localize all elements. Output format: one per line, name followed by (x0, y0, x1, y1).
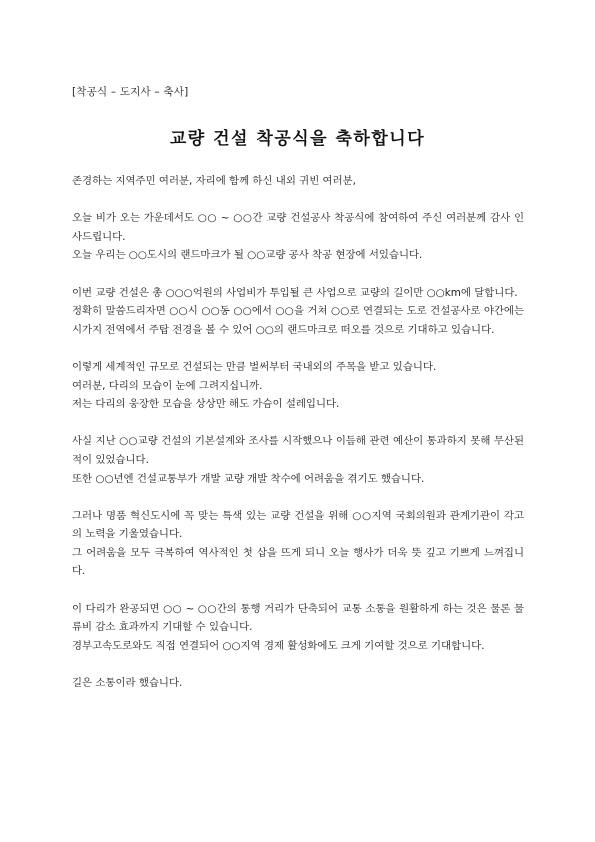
body-paragraph: 또한 ○○년엔 건설교통부가 개발 교량 개발 착수에 어려움을 겪기도 했습니다. (72, 472, 425, 485)
paragraph-spacer (72, 414, 524, 433)
body-paragraph: 정확히 말씀드리자면 ○○시 ○○동 ○○에서 ○○을 거쳐 ○○로 연결되는 도로 건설공사로 야간에는 시가지 전역에서 주탑 전경을 볼 수 있어 ○○의 랜드마크로 떠오를 것으로 기대하고 있습니다. (72, 305, 524, 336)
body-paragraph: 사실 지난 ○○교량 건설의 기본설계와 조사를 시작했으나 이듬해 관련 예산이 통과하지 못해 무산된 적이 있었습니다. (72, 435, 524, 466)
body-paragraph: 오늘 비가 오는 가운데서도 ○○ ~ ○○간 교량 건설공사 착공식에 참여하여 주신 여러분께 감사 인사드립니다. (72, 212, 524, 243)
document-title: 교량 건설 착공식을 축하합니다 (169, 129, 426, 149)
body-paragraph: 이번 교량 건설은 총 ○○○억원의 사업비가 투입될 큰 사업으로 교량의 길이만 ○○km에 달합니다. (72, 286, 518, 299)
body-paragraph: 저는 다리의 웅장한 모습을 상상만 해도 가슴이 설레입니다. (72, 398, 340, 411)
paragraph-spacer (72, 488, 524, 507)
body-paragraph: 존경하는 지역주민 여러분, 자리에 함께 하신 내외 귀빈 여러분, (72, 175, 356, 187)
document-body (72, 172, 524, 693)
paragraph-spacer (72, 191, 524, 210)
body-paragraph: 이 다리가 완공되면 ○○ ~ ○○간의 통행 거리가 단축되어 교통 소통을 원활하게 하는 것은 물론 물류비 감소 효과까지 기대할 수 있습니다. (72, 602, 524, 634)
paragraph-spacer (72, 339, 524, 358)
body-paragraph: 여러분, 다리의 모습이 눈에 그려지십니까. (72, 379, 263, 392)
document-category-tag: [착공식 – 도지사 – 축사] (72, 86, 189, 98)
body-paragraph: 경부고속도로와도 직접 연결되어 ○○지역 경제 활성화에도 크게 기여할 것으로 기대합니다. (72, 639, 485, 652)
body-paragraph: 길은 소통이라 했습니다. (72, 677, 183, 690)
paragraph-spacer (72, 265, 524, 284)
body-paragraph: 그러나 명품 혁신도시에 꼭 맞는 특색 있는 교량 건설을 위해 ○○지역 국회의원과 관계기관이 각고의 노력을 기울였습니다. (72, 509, 524, 541)
body-paragraph: 이렇게 세계적인 규모로 건설되는 만큼 벌써부터 국내외의 주목을 받고 있습니다. (72, 360, 437, 373)
body-paragraph: 그 어려움을 모두 극복하여 역사적인 첫 삽을 뜨게 되니 오늘 행사가 더욱 뜻 깊고 기쁘게 느껴집니다. (72, 546, 524, 578)
body-paragraph: 오늘 우리는 ○○도시의 랜드마크가 될 ○○교량 공사 착공 현장에 서있습니다. (72, 249, 423, 262)
paragraph-spacer (72, 581, 524, 600)
paragraph-spacer (72, 655, 524, 674)
